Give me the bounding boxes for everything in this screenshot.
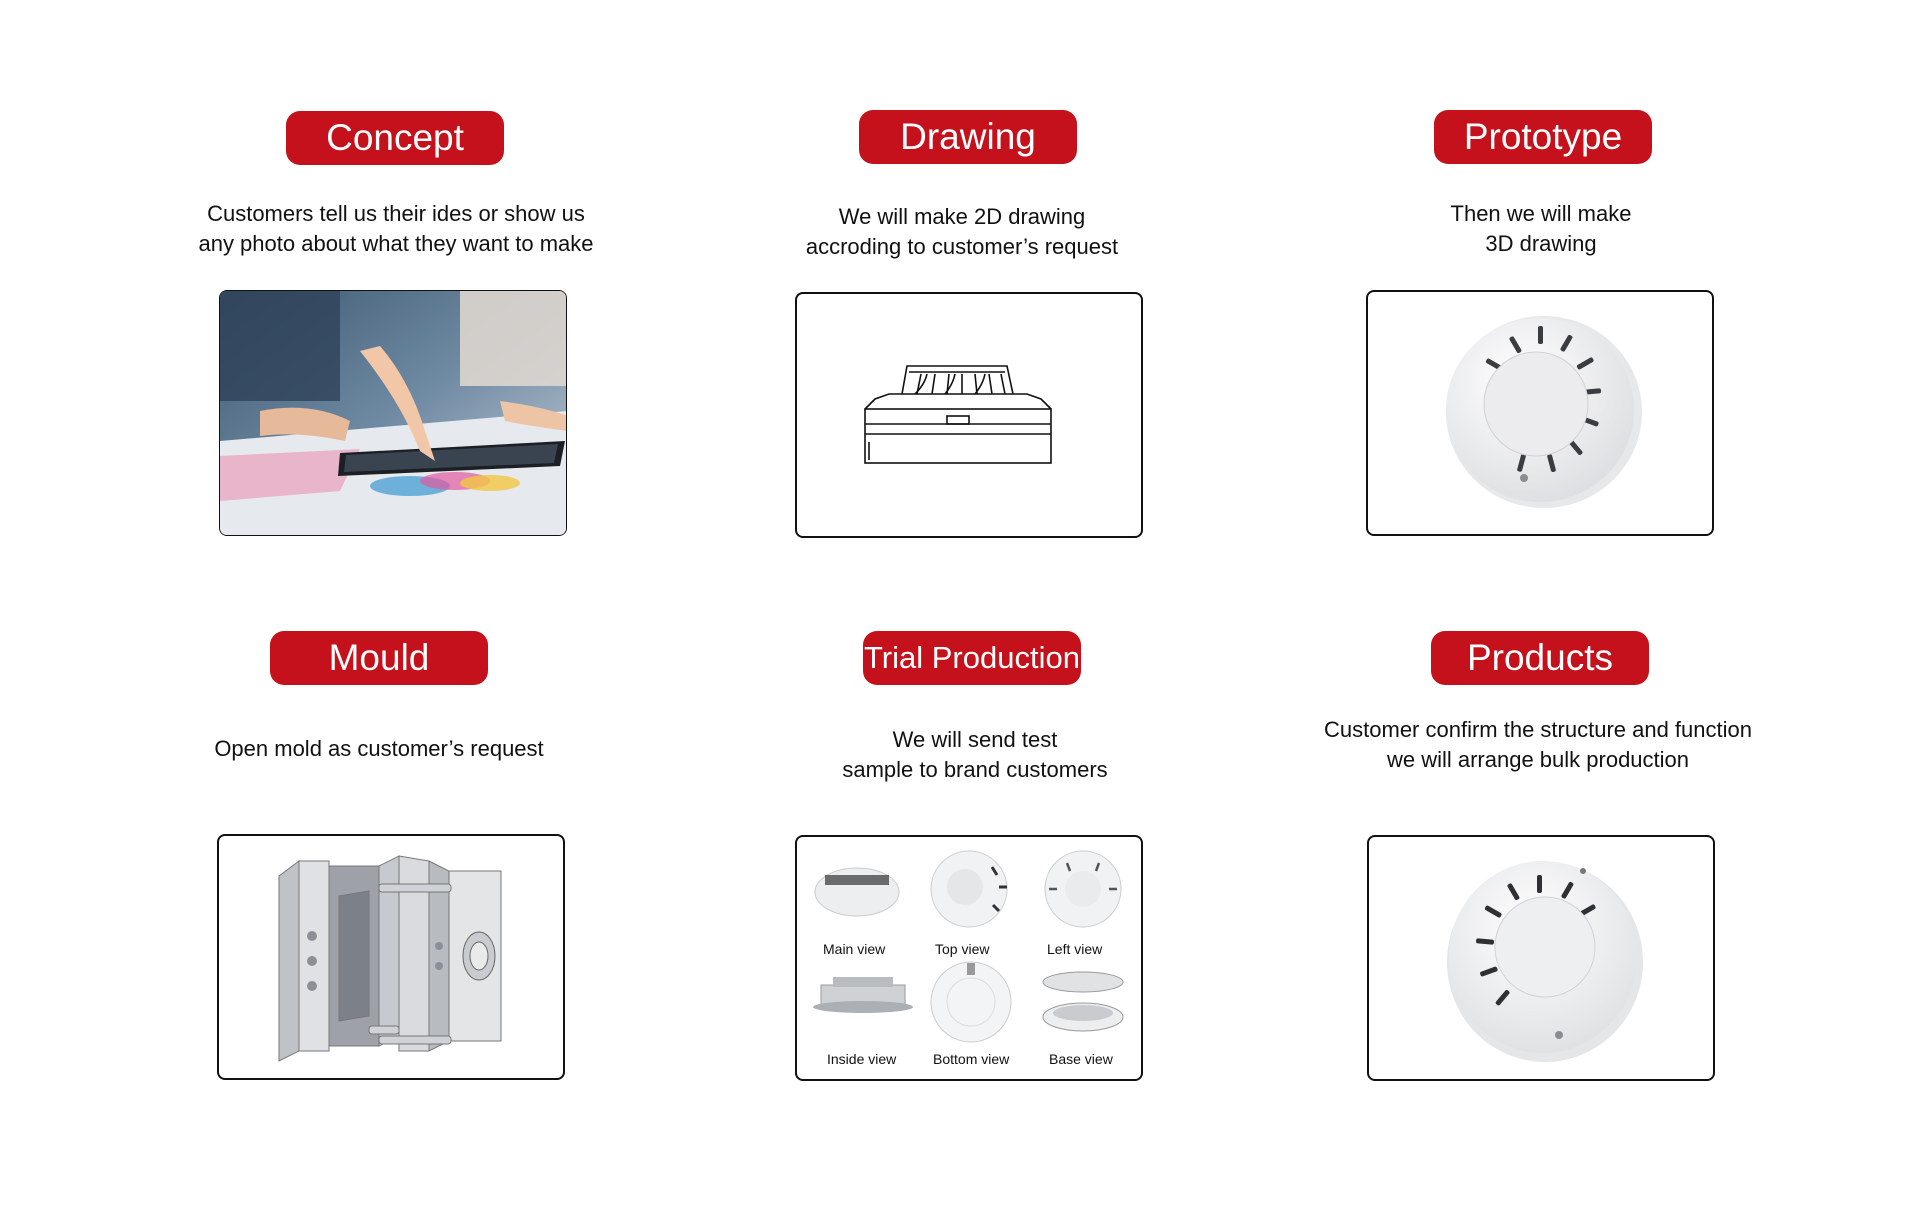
- step-title-drawing: Drawing: [859, 110, 1077, 164]
- step-title-concept: Concept: [286, 111, 504, 165]
- step-title-products: Products: [1431, 631, 1649, 685]
- trial-production-image: [795, 835, 1143, 1081]
- step-desc-prototype: Then we will make 3D drawing: [1450, 201, 1632, 256]
- concept-image: [219, 290, 567, 536]
- view-caption-left: Left view: [1047, 941, 1103, 957]
- inside-view-thumb: [813, 977, 913, 1013]
- view-caption-inside: Inside view: [827, 1051, 897, 1067]
- step-title-prototype: Prototype: [1434, 110, 1652, 164]
- main-view-thumb: [815, 868, 899, 916]
- top-view-thumb: [931, 851, 1007, 927]
- step-title-mould: Mould: [270, 631, 488, 685]
- bottom-view-thumb: [931, 962, 1011, 1042]
- prototype-image: [1366, 290, 1714, 536]
- step-title-trial-production: Trial Production: [863, 631, 1081, 685]
- view-caption-top: Top view: [935, 941, 990, 957]
- view-caption-main: Main view: [823, 941, 886, 957]
- left-view-thumb: [1045, 851, 1121, 927]
- products-image: [1367, 835, 1715, 1081]
- step-desc-concept: Customers tell us their ides or show us any photo about what they want to make: [198, 201, 594, 256]
- mould-image: [217, 834, 565, 1080]
- view-caption-bottom: Bottom view: [933, 1051, 1010, 1067]
- drawing-image: [795, 292, 1143, 538]
- step-desc-products: Customer confirm the structure and function we will arrange bulk production: [1324, 717, 1752, 772]
- view-caption-base: Base view: [1049, 1051, 1113, 1067]
- step-desc-trial-production: We will send test sample to brand customers: [842, 727, 1108, 782]
- step-desc-drawing: We will make 2D drawing accroding to customer’s request: [805, 204, 1119, 259]
- step-desc-mould: Open mold as customer’s request: [214, 736, 544, 761]
- base-view-thumb: [1043, 972, 1123, 1031]
